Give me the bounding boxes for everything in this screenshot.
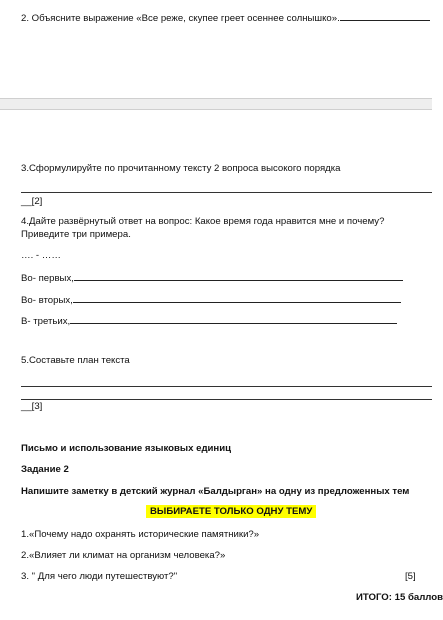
task-title: Задание 2 [21, 464, 69, 475]
question-4-dots: …. - …… [21, 250, 61, 261]
answer-line-q2[interactable] [340, 11, 430, 21]
question-5-text: 5.Составьте план текста [21, 355, 130, 366]
section-title: Письмо и использование языковых единиц [21, 443, 232, 454]
score-q3: __[2] [21, 196, 43, 207]
answer-line-q3[interactable] [21, 192, 432, 193]
answer-first-label: Во- первых, [21, 273, 74, 284]
answer-first [21, 271, 403, 285]
answer-second-label: Во- вторых, [21, 295, 73, 306]
highlight-notice [146, 506, 316, 518]
question-4-line-2: Приведите три примера. [21, 229, 131, 240]
score-q5: __[3] [21, 401, 43, 412]
answer-second [21, 293, 401, 307]
answer-line-second[interactable] [73, 293, 401, 303]
question-2 [21, 11, 430, 25]
answer-line-first[interactable] [74, 271, 403, 281]
question-2-text: 2. Объясните выражение «Все реже, скупее греет осеннее солнышко». [21, 13, 340, 24]
topic-1: 1.«Почему надо охранять исторические памятники?» [21, 529, 260, 540]
answer-third [21, 314, 397, 328]
answer-line-third[interactable] [70, 314, 397, 324]
question-4-line-1: 4.Дайте развёрнутый ответ на вопрос: Какое время года нравится мне и почему? [21, 216, 385, 227]
page-top [0, 0, 432, 98]
answer-third-label: В- третьих, [21, 316, 71, 327]
highlight-notice-text: ВЫБИРАЕТЕ ТОЛЬКО ОДНУ ТЕМУ [146, 505, 316, 518]
question-3-text: 3.Сформулируйте по прочитанному тексту 2 вопроса высокого порядка [21, 163, 341, 174]
topic-3: 3. " Для чего люди путешествуют?" [21, 571, 178, 582]
page-break [0, 98, 432, 110]
answer-line-q5-1[interactable] [21, 386, 432, 387]
total-score: ИТОГО: 15 баллов [356, 592, 443, 603]
answer-line-q5-2[interactable] [21, 399, 432, 400]
score-task-2: [5] [405, 571, 416, 582]
page-main [0, 110, 443, 620]
task-instruction: Напишите заметку в детский журнал «Балдырган» на одну из предложенных тем [21, 486, 410, 497]
topic-2: 2.«Влияет ли климат на организм человека?» [21, 550, 226, 561]
